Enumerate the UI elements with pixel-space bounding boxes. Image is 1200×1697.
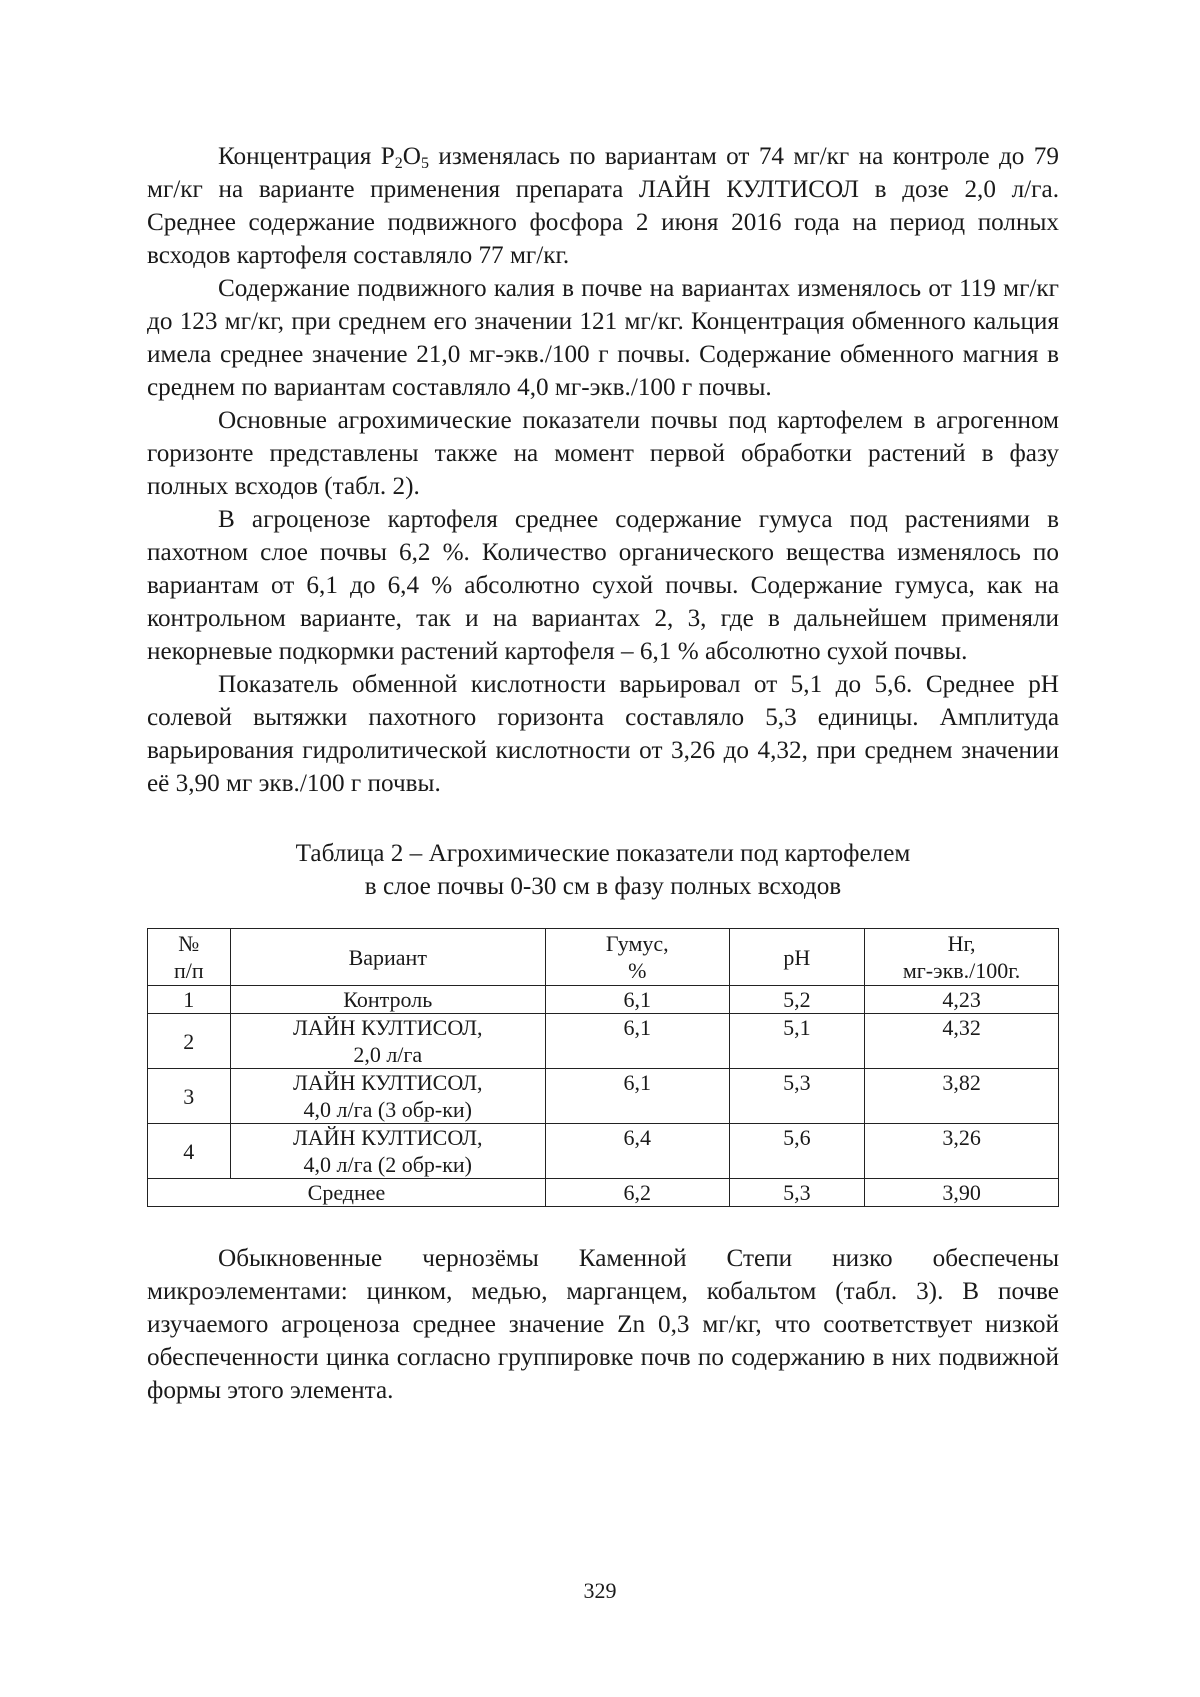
table-caption — [147, 837, 1059, 903]
cell-ph: 5,6 — [729, 1124, 865, 1179]
cell-hg: 4,32 — [865, 1014, 1059, 1069]
paragraph-agrochemical-indicators: Основные агрохимические показатели почвы под картофелем в агрогенном горизонте представлены также на момент первой обработки растений в фазу полных всходов (табл. 2). — [147, 407, 1059, 500]
cell-ph: 5,3 — [729, 1069, 865, 1124]
header-variant: Вариант — [230, 929, 545, 986]
table-header-row — [148, 929, 1059, 986]
cell-variant: ЛАЙН КУЛТИСОЛ, 4,0 л/га (2 обр-ки) — [230, 1124, 545, 1179]
cell-variant: ЛАЙН КУЛТИСОЛ, 4,0 л/га (3 обр-ки) — [230, 1069, 545, 1124]
agrochemical-table — [147, 928, 1059, 1207]
table-average-row — [148, 1179, 1059, 1207]
paragraph-acidity: Показатель обменной кислотности варьировал от 5,1 до 5,6. Среднее pH солевой вытяжки пахотного горизонта составляло 5,3 единицы. Амплитуда варьирования гидролитической кислотности от 3,26 до 4,32, при среднем значении её 3,90 мг экв./100 г почвы. — [147, 671, 1059, 797]
cell-average-label: Среднее — [148, 1179, 546, 1207]
cell-average-ph: 5,3 — [729, 1179, 865, 1207]
cell-humus: 6,1 — [545, 1014, 729, 1069]
header-humus: Гумус, % — [545, 929, 729, 986]
header-number: № п/п — [148, 929, 231, 986]
cell-humus: 6,1 — [545, 1069, 729, 1124]
cell-hg: 3,26 — [865, 1124, 1059, 1179]
document-page — [147, 140, 1059, 1407]
table-caption-line-1: Таблица 2 – Агрохимические показатели под картофелем — [295, 840, 911, 867]
table-row — [148, 1014, 1059, 1069]
header-hydrolytic-acidity: Hг, мг-экв./100г. — [865, 929, 1059, 986]
cell-number: 3 — [148, 1069, 231, 1124]
cell-hg: 3,82 — [865, 1069, 1059, 1124]
cell-average-hg: 3,90 — [865, 1179, 1059, 1207]
paragraph-microelements: Обыкновенные чернозёмы Каменной Степи низко обеспечены микроэлементами: цинком, медью, марганцем, кобальтом (табл. 3). В почве изучаемого агроценоза среднее значение Zn 0,3 мг/кг, что соответствует низкой обеспеченности цинка согласно группировке почв по содержанию в них подвижной формы этого элемента. — [147, 1245, 1059, 1404]
cell-number: 1 — [148, 986, 231, 1014]
cell-ph: 5,1 — [729, 1014, 865, 1069]
paragraph-humus: В агроценозе картофеля среднее содержание гумуса под растениями в пахотном слое почвы 6,2 %. Количество органического вещества изменялось по вариантам от 6,1 до 6,4 % абсолютно сухой почвы. Содержание гумуса, как на контрольном варианте, так и на вариантах 2, 3, где в дальнейшем применяли некорневые подкормки растений картофеля – 6,1 % абсолютно сухой почвы. — [147, 506, 1059, 665]
cell-number: 2 — [148, 1014, 231, 1069]
paragraph-phosphorus: Концентрация $P_2O_5$ изменялась по вариантам от 74 мг/кг на контроле до 79 мг/кг на варианте применения препарата ЛАЙН КУЛТИСОЛ в дозе 2,0 л/га. Среднее содержание подвижного фосфора 2 июня 2016 года на период полных всходов картофеля составляло 77 мг/кг. — [147, 143, 1059, 269]
paragraph-potassium: Содержание подвижного калия в почве на вариантах изменялось от 119 мг/кг до 123 мг/кг, при среднем его значении 121 мг/кг. Концентрация обменного кальция имела среднее значение 21,0 мг-экв./100 г почвы. Содержание обменного магния в среднем по вариантам составляло 4,0 мг-экв./100 г почвы. — [147, 275, 1059, 401]
table-caption-line-2: в слое почвы 0-30 см в фазу полных всходов — [364, 873, 842, 900]
table-row — [148, 986, 1059, 1014]
cell-hg: 4,23 — [865, 986, 1059, 1014]
table-row — [148, 1124, 1059, 1179]
cell-variant: ЛАЙН КУЛТИСОЛ, 2,0 л/га — [230, 1014, 545, 1069]
cell-average-humus: 6,2 — [545, 1179, 729, 1207]
cell-humus: 6,4 — [545, 1124, 729, 1179]
cell-ph: 5,2 — [729, 986, 865, 1014]
cell-number: 4 — [148, 1124, 231, 1179]
cell-humus: 6,1 — [545, 986, 729, 1014]
page-number: 329 — [583, 1578, 617, 1603]
table-row — [148, 1069, 1059, 1124]
header-ph: pH — [729, 929, 865, 986]
cell-variant: Контроль — [230, 986, 545, 1014]
